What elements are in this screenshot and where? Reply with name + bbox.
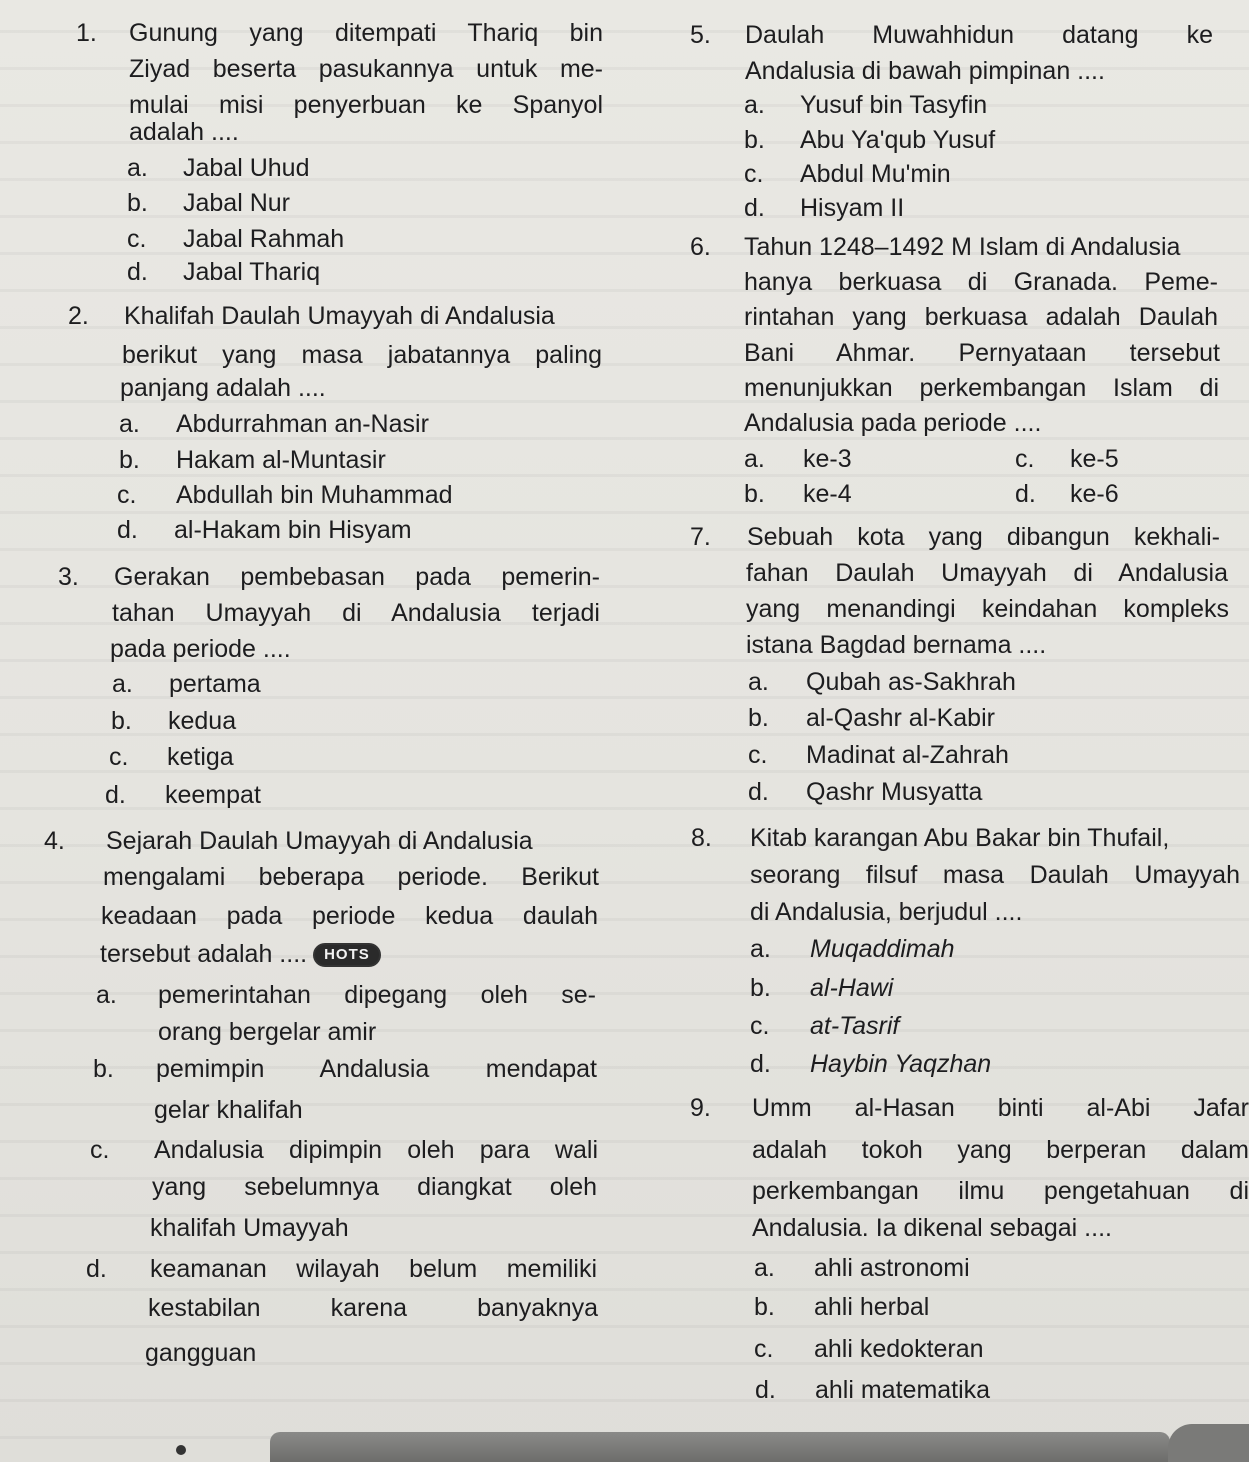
question-stem-line: adalah tokoh yang berperan dalam (752, 1136, 1249, 1164)
option-letter: a. (119, 410, 140, 438)
hots-badge: HOTS (313, 943, 381, 967)
option-letter: b. (754, 1293, 775, 1321)
question-number: 9. (690, 1094, 711, 1122)
question-stem-line: Ziyad beserta pasukannya untuk me- (129, 55, 603, 83)
question-number: 3. (58, 563, 79, 591)
option-text: gelar khalifah (154, 1096, 303, 1124)
option-text: khalifah Umayyah (150, 1214, 349, 1242)
question-stem-line: hanya berkuasa di Granada. Peme- (744, 268, 1218, 296)
option-letter: b. (750, 974, 771, 1002)
option-text: Hisyam II (800, 194, 905, 222)
question-stem-line: yang menandingi keindahan kompleks (746, 595, 1229, 623)
question-number: 7. (690, 523, 711, 551)
option-text: at-Tasrif (810, 1012, 900, 1040)
option-text: Jabal Thariq (183, 258, 321, 286)
option-text: keamanan wilayah belum memiliki (150, 1255, 597, 1283)
option-letter: d. (117, 516, 138, 544)
question-stem-line: rintahan yang berkuasa adalah Daulah (744, 303, 1218, 331)
option-letter: d. (750, 1050, 771, 1078)
option-text: ke-6 (1070, 480, 1119, 508)
option-letter: a. (744, 91, 765, 119)
option-letter: d. (127, 258, 148, 286)
question-stem-line: Andalusia di bawah pimpinan .... (745, 57, 1105, 85)
option-letter: b. (119, 446, 140, 474)
question-stem-line: Sebuah kota yang dibangun kekhali- (747, 523, 1220, 551)
option-letter: d. (1015, 480, 1036, 508)
option-letter: c. (744, 160, 764, 188)
question-number: 4. (44, 827, 65, 855)
option-letter: d. (86, 1255, 107, 1283)
question-stem-line: mengalami beberapa periode. Berikut (103, 863, 599, 891)
question-stem-line: panjang adalah .... (120, 374, 326, 402)
option-text: Hakam al-Muntasir (176, 446, 386, 474)
option-letter: b. (748, 704, 769, 732)
option-text: Muqaddimah (810, 935, 955, 963)
option-text: pertama (169, 670, 261, 698)
option-text: ahli matematika (815, 1376, 991, 1404)
option-letter: d. (744, 194, 765, 222)
option-text: Jabal Rahmah (183, 225, 345, 253)
question-stem-line: tahan Umayyah di Andalusia terjadi (112, 599, 600, 627)
question-stem-line: perkembangan ilmu pengetahuan di (752, 1177, 1249, 1205)
option-text: Abu Ya'qub Yusuf (800, 126, 996, 154)
option-text: pemerintahan dipegang oleh se- (158, 981, 596, 1009)
option-text: Andalusia dipimpin oleh para wali (154, 1136, 598, 1164)
option-text: yang sebelumnya diangkat oleh (152, 1173, 597, 1201)
option-text: Abdullah bin Muhammad (176, 481, 453, 509)
option-text: Yusuf bin Tasyfin (800, 91, 988, 119)
option-text: kedua (168, 707, 237, 735)
option-letter: c. (748, 741, 768, 769)
option-text: Qubah as-Sakhrah (806, 668, 1016, 696)
option-letter: a. (744, 445, 765, 473)
question-number: 1. (76, 19, 97, 47)
option-text: keempat (165, 781, 261, 809)
question-stem-line: keadaan pada periode kedua daulah (101, 902, 598, 930)
option-text: ahli herbal (814, 1293, 930, 1321)
option-letter: c. (754, 1335, 774, 1363)
question-stem-line: Sejarah Daulah Umayyah di Andalusia (106, 827, 533, 855)
option-letter: c. (117, 481, 137, 509)
option-text: Madinat al-Zahrah (806, 741, 1009, 769)
option-letter: c. (750, 1012, 770, 1040)
question-number: 6. (690, 233, 711, 261)
question-stem-line: adalah .... (129, 118, 239, 146)
option-text: Haybin Yaqzhan (810, 1050, 992, 1078)
question-stem-line: mulai misi penyerbuan ke Spanyol (129, 91, 603, 119)
question-stem-line: Andalusia pada periode .... (744, 409, 1042, 437)
option-letter: a. (748, 668, 769, 696)
question-stem-line: berikut yang masa jabatannya paling (122, 341, 602, 369)
question-stem-line: Kitab karangan Abu Bakar bin Thufail, (750, 824, 1170, 852)
option-letter: c. (90, 1136, 110, 1164)
option-text: pemimpin Andalusia mendapat (156, 1055, 597, 1083)
option-text: Jabal Uhud (183, 154, 310, 182)
option-text: ke-5 (1070, 445, 1119, 473)
option-text: Abdul Mu'min (800, 160, 951, 188)
option-letter: d. (755, 1376, 776, 1404)
question-stem-line: Andalusia. Ia dikenal sebagai .... (752, 1214, 1112, 1242)
question-stem-line: di Andalusia, berjudul .... (750, 898, 1023, 926)
question-stem-line: Khalifah Daulah Umayyah di Andalusia (124, 302, 555, 330)
option-letter: b. (93, 1055, 114, 1083)
option-text: kestabilan karena banyaknya (148, 1294, 598, 1322)
question-stem-line: Gunung yang ditempati Thariq bin (129, 19, 603, 47)
option-letter: b. (127, 189, 148, 217)
question-stem-line (100, 939, 381, 969)
option-letter: b. (111, 707, 132, 735)
question-stem-line: Tahun 1248–1492 M Islam di Andalusia (744, 233, 1181, 261)
question-stem-line: istana Bagdad bernama .... (746, 631, 1047, 659)
option-letter: d. (105, 781, 126, 809)
option-text: ketiga (167, 743, 234, 771)
option-text: ahli astronomi (814, 1254, 970, 1282)
option-letter: c. (1015, 445, 1035, 473)
question-stem-line: Daulah Muwahhidun datang ke (745, 21, 1213, 49)
option-letter: b. (744, 480, 765, 508)
question-stem-line: menunjukkan perkembangan Islam di (744, 374, 1219, 402)
page-dot-decoration (176, 1445, 186, 1455)
option-letter: a. (112, 670, 133, 698)
question-stem-line: fahan Daulah Umayyah di Andalusia (746, 559, 1228, 587)
option-text: ke-4 (803, 480, 852, 508)
option-text: Jabal Nur (183, 189, 290, 217)
option-letter: d. (748, 778, 769, 806)
option-letter: a. (127, 154, 148, 182)
question-stem-line: seorang filsuf masa Daulah Umayyah (750, 861, 1240, 889)
option-text: al-Hawi (810, 974, 894, 1002)
question-number: 8. (691, 824, 712, 852)
option-letter: a. (754, 1254, 775, 1282)
option-letter: c. (127, 225, 147, 253)
option-text: Qashr Musyatta (806, 778, 983, 806)
option-text: al-Hakam bin Hisyam (174, 516, 412, 544)
footer-tab-decoration (1168, 1424, 1249, 1462)
footer-band-decoration (270, 1432, 1170, 1462)
option-letter: c. (109, 743, 129, 771)
question-stem-line: pada periode .... (110, 635, 291, 663)
option-text: ahli kedokteran (814, 1335, 984, 1363)
option-letter: b. (744, 126, 765, 154)
option-text: al-Qashr al-Kabir (806, 704, 995, 732)
question-stem-line: Gerakan pembebasan pada pemerin- (114, 563, 600, 591)
question-stem-line: Umm al-Hasan binti al-Abi Jafar (752, 1094, 1249, 1122)
option-text: gangguan (145, 1339, 257, 1367)
question-stem-text: tersebut adalah .... (100, 940, 308, 968)
question-stem-line: Bani Ahmar. Pernyataan tersebut (744, 339, 1220, 367)
question-number: 2. (68, 302, 89, 330)
option-text: ke-3 (803, 445, 852, 473)
option-letter: a. (750, 935, 771, 963)
option-letter: a. (96, 981, 117, 1009)
question-number: 5. (690, 21, 711, 49)
option-text: Abdurrahman an-Nasir (176, 410, 429, 438)
option-text: orang bergelar amir (158, 1018, 377, 1046)
